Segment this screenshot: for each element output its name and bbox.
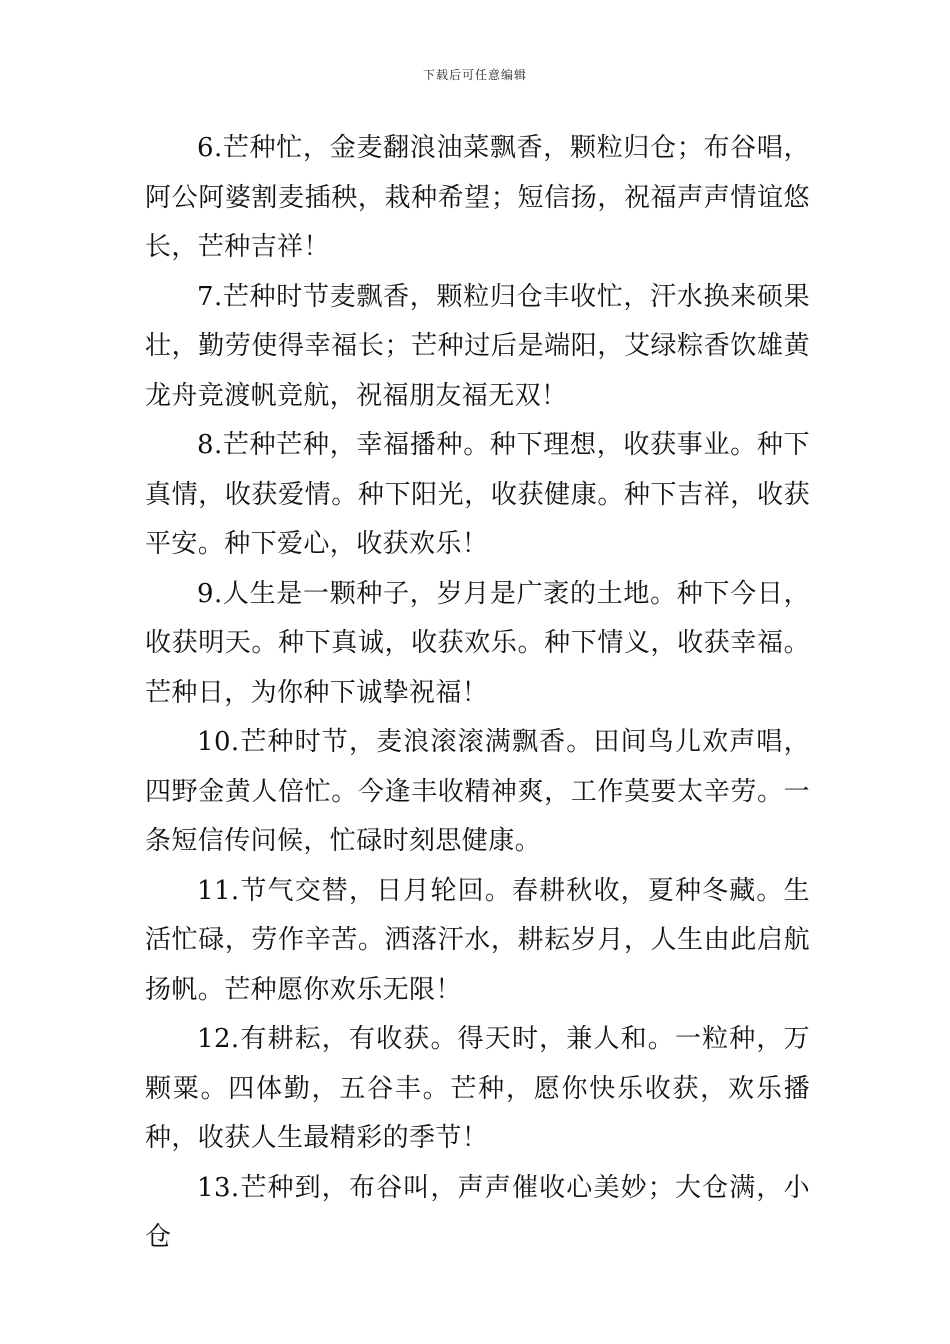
paragraph-12: 12.有耕耘，有收获。得天时，兼人和。一粒种，万颗粟。四体勤，五谷丰。芒种，愿你快乐收获，欢乐播种，收获人生最精彩的季节！ — [145, 1024, 810, 1153]
page-header: 下载后可任意编辑 — [422, 68, 527, 82]
document-body — [145, 124, 810, 1263]
paragraph-8: 8.芒种芒种，幸福播种。种下理想，收获事业。种下真情，收获爱情。种下阳光，收获健康。种下吉祥，收获平安。种下爱心，收获欢乐！ — [145, 430, 810, 559]
paragraph-6: 6.芒种忙，金麦翻浪油菜飘香，颗粒归仓；布谷唱，阿公阿婆割麦插秧，栽种希望；短信扬，祝福声声情谊悠长，芒种吉祥！ — [145, 133, 810, 262]
paragraph-13: 13.芒种到，布谷叫，声声催收心美妙；大仓满，小仓 — [145, 1172, 810, 1252]
paragraph-9: 9.人生是一颗种子，岁月是广袤的土地。种下今日，收获明天。种下真诚，收获欢乐。种下情义，收获幸福。芒种日，为你种下诚挚祝福！ — [145, 578, 810, 708]
paragraph-7: 7.芒种时节麦飘香，颗粒归仓丰收忙，汗水换来硕果壮，勤劳使得幸福长；芒种过后是端阳，艾绿粽香饮雄黄龙舟竞渡帆竞航，祝福朋友福无双！ — [145, 281, 810, 411]
paragraph-11: 11.节气交替，日月轮回。春耕秋收，夏种冬藏。生活忙碌，劳作辛苦。洒落汗水，耕耘岁月，人生由此启航扬帆。芒种愿你欢乐无限！ — [145, 875, 810, 1005]
paragraph-10: 10.芒种时节，麦浪滚滚满飘香。田间鸟儿欢声唱，四野金黄人倍忙。今逢丰收精神爽，工作莫要太辛劳。一条短信传问候，忙碌时刻思健康。 — [145, 727, 810, 856]
